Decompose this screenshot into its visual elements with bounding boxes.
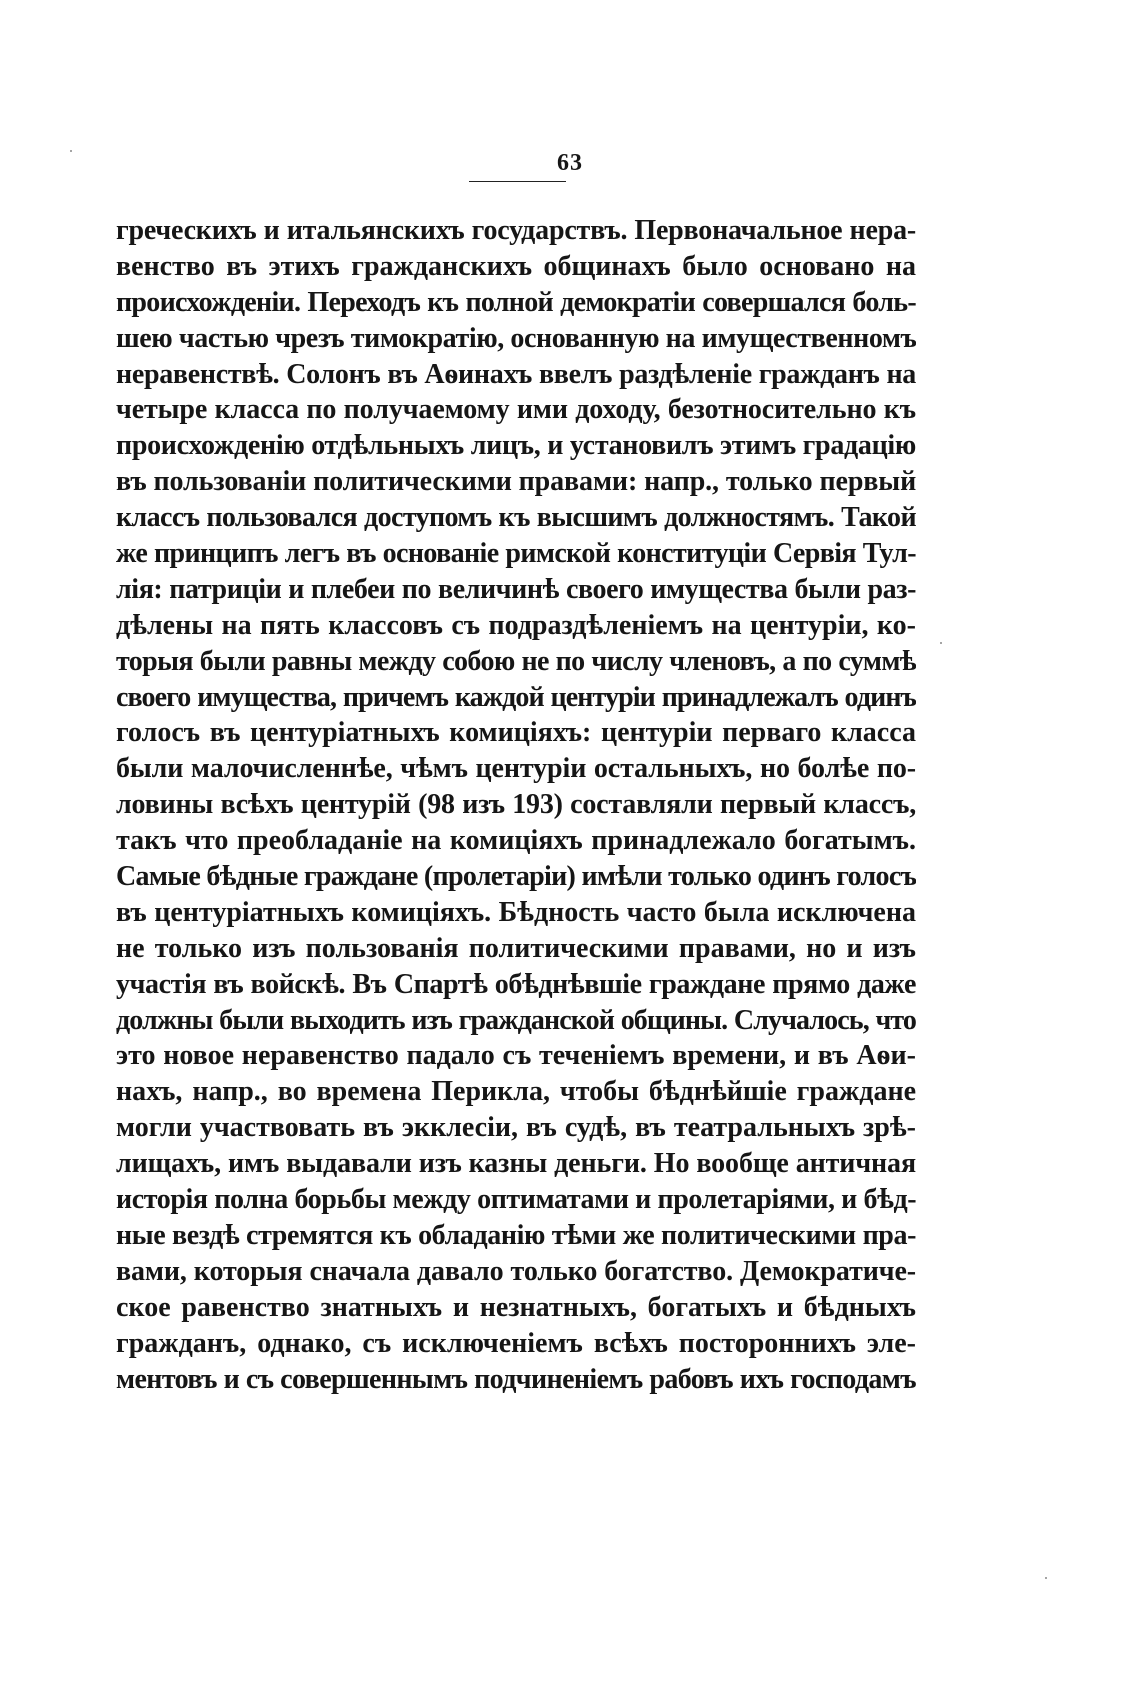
text-line: должны были выходить изъ гражданской общины. Случалось, что bbox=[116, 1004, 916, 1036]
text-line: нахъ, напр., во времена Перикла, чтобы бѣднѣйшіе граждане bbox=[116, 1076, 916, 1108]
text-line: четыре класса по получаемому ими доходу, безотносительно къ bbox=[116, 394, 916, 426]
text-line: Самые бѣдные граждане (пролетаріи) имѣли только одинъ голосъ bbox=[116, 861, 916, 893]
text-line: классъ пользовался доступомъ къ высшимъ должностямъ. Такой bbox=[116, 502, 916, 534]
text-line: не только изъ пользованія политическими правами, но и изъ bbox=[116, 932, 916, 964]
text-line: торыя были равны между собою не по числу членовъ, а по суммѣ bbox=[116, 645, 916, 677]
text-line: происхожденію отдѣльныхъ лицъ, и установилъ этимъ градацію bbox=[116, 430, 916, 462]
text-line: исторія полна борьбы между оптиматами и пролетаріями, и бѣд- bbox=[116, 1184, 916, 1216]
text-line: участія въ войскѣ. Въ Спартѣ обѣднѣвшіе граждане прямо даже bbox=[116, 968, 916, 1000]
text-line: происхожденіи. Переходъ къ полной демократіи совершался боль- bbox=[116, 286, 916, 318]
text-line: дѣлены на пять классовъ съ подраздѣленіемъ на центуріи, ко- bbox=[116, 609, 916, 641]
text-line: своего имущества, причемъ каждой центуріи принадлежалъ одинъ bbox=[116, 681, 916, 713]
paper-speck bbox=[70, 150, 72, 152]
text-line: голосъ въ центуріатныхъ комиціяхъ: центуріи перваго класса bbox=[116, 717, 916, 749]
text-line: ское равенство знатныхъ и незнатныхъ, богатыхъ и бѣдныхъ bbox=[116, 1291, 916, 1323]
text-line: въ центуріатныхъ комиціяхъ. Бѣдность часто была исключена bbox=[116, 896, 916, 928]
text-line: ные вездѣ стремятся къ обладанію тѣми же политическими пра- bbox=[116, 1219, 916, 1251]
text-line: лищахъ, имъ выдавали изъ казны деньги. Но вообще античная bbox=[116, 1148, 916, 1180]
text-line: въ пользованіи политическими правами: напр., только первый bbox=[116, 466, 916, 498]
body-text bbox=[116, 213, 916, 1397]
text-line: венство въ этихъ гражданскихъ общинахъ было основано на bbox=[116, 250, 916, 282]
text-line: такъ что преобладаніе на комиціяхъ принадлежало богатымъ. bbox=[116, 825, 916, 857]
text-line: шею частью чрезъ тимократію, основанную на имущественномъ bbox=[116, 322, 916, 354]
header-rule bbox=[469, 181, 566, 182]
text-line: ментовъ и съ совершеннымъ подчиненіемъ рабовъ ихъ господамъ bbox=[116, 1363, 916, 1395]
text-line: это новое неравенство падало съ теченіемъ времени, и въ Аѳи- bbox=[116, 1040, 916, 1072]
paper-speck bbox=[940, 642, 942, 644]
text-line: могли участвовать въ экклесіи, въ судѣ, въ театральныхъ зрѣ- bbox=[116, 1112, 916, 1144]
text-line: были малочисленнѣе, чѣмъ центуріи остальныхъ, но болѣе по- bbox=[116, 753, 916, 785]
text-line: неравенствѣ. Солонъ въ Аѳинахъ ввелъ раздѣленіе гражданъ на bbox=[116, 358, 916, 390]
text-line: вами, которыя сначала давало только богатство. Демократиче- bbox=[116, 1255, 916, 1287]
text-line: же принципъ легъ въ основаніе римской конституціи Сервія Тул- bbox=[116, 538, 916, 570]
text-line: гражданъ, однако, съ исключеніемъ всѣхъ постороннихъ эле- bbox=[116, 1327, 916, 1359]
text-line: лія: патриціи и плебеи по величинѣ своего имущества были раз- bbox=[116, 573, 916, 605]
text-line: ловины всѣхъ центурій (98 изъ 193) составляли первый классъ, bbox=[116, 789, 916, 821]
page-number: 63 bbox=[557, 150, 583, 176]
text-line: греческихъ и итальянскихъ государствъ. Первоначальное нера- bbox=[116, 215, 916, 246]
paper-speck bbox=[1045, 1577, 1047, 1579]
